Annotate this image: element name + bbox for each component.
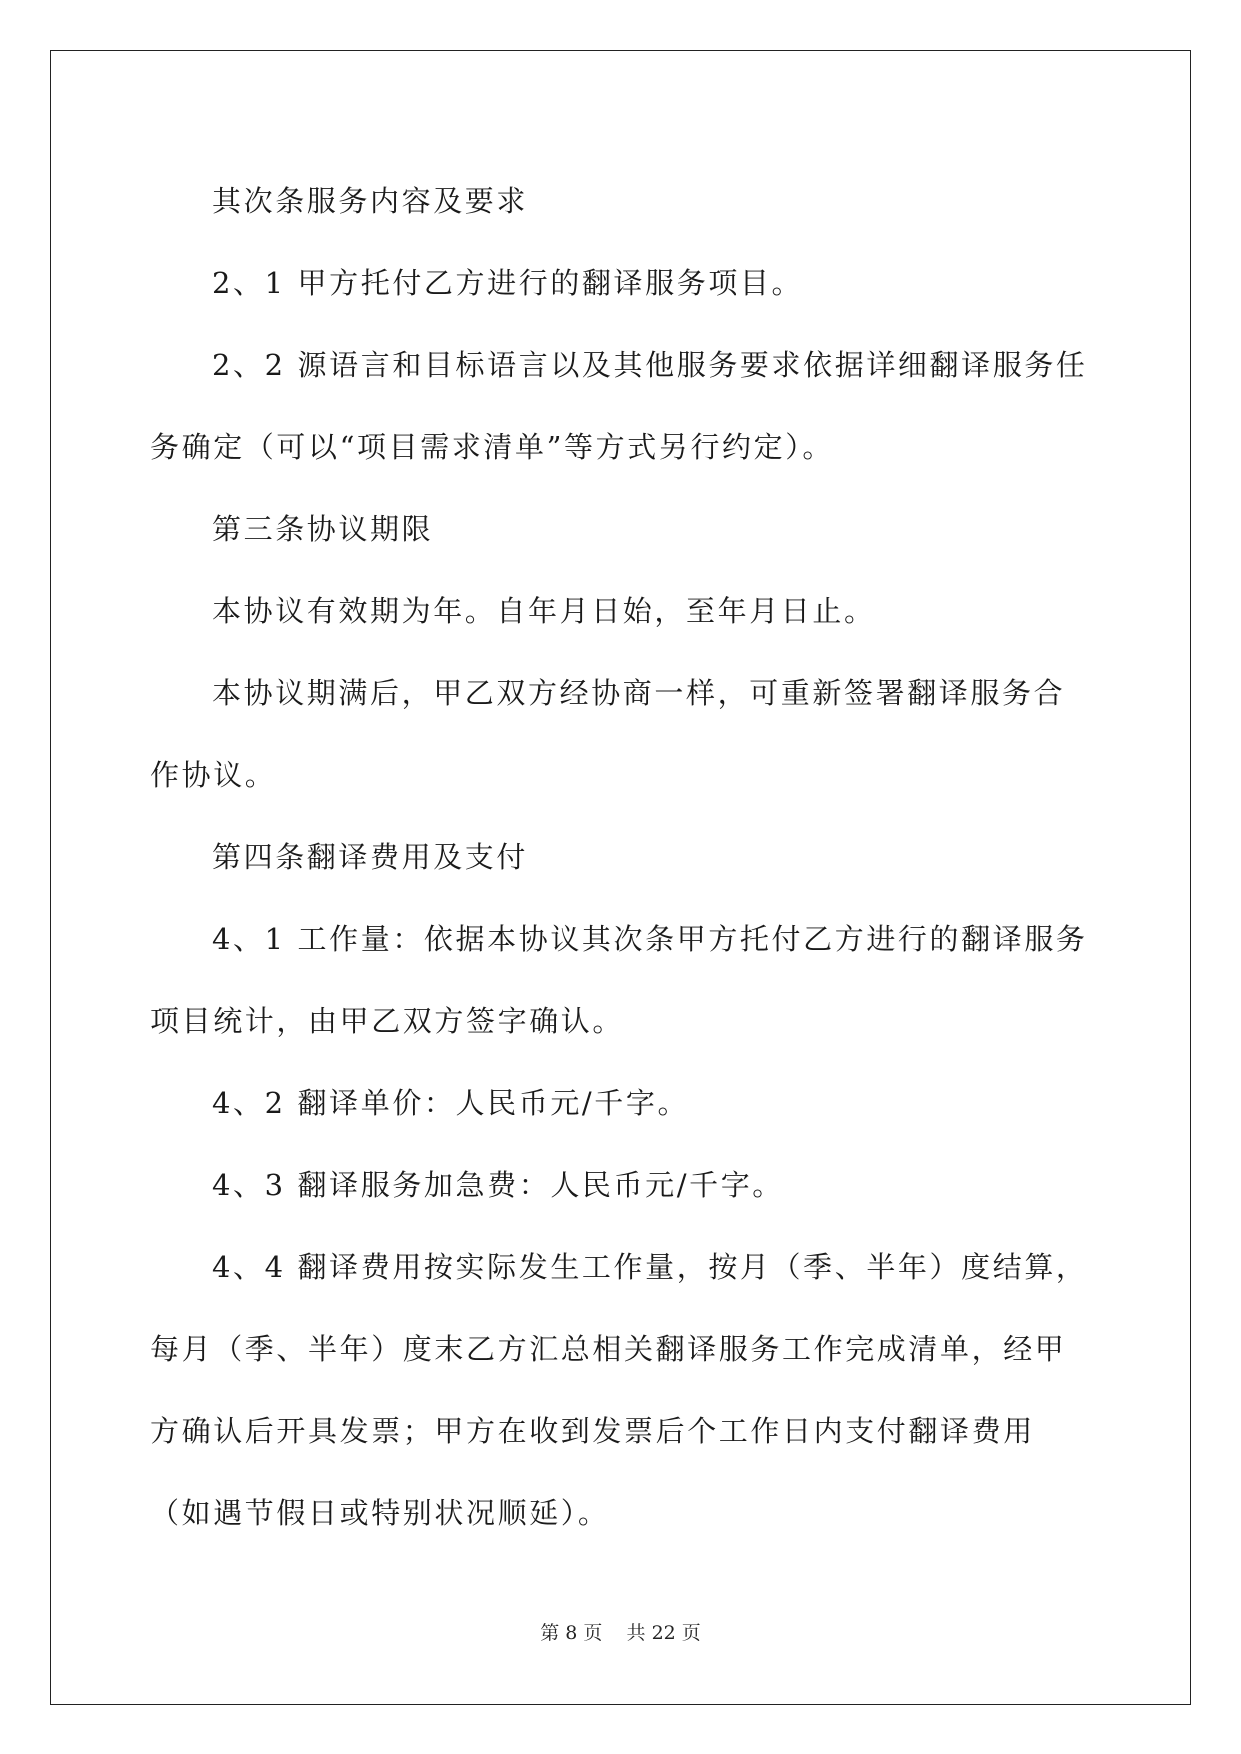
page-number: 第 8 页 <box>540 1622 603 1644</box>
paragraph-4-3: 4、3 翻译服务加急费：人民币元/千字。 <box>212 1168 784 1202</box>
paragraph-4-1: 4、1 工作量：依据本协议其次条甲方托付乙方进行的翻译服务项目统计，由甲乙双方签字确认。 <box>150 922 1088 1038</box>
page-total: 共 22 页 <box>626 1622 701 1644</box>
paragraph-article-3-heading: 第三条协议期限 <box>212 512 434 546</box>
paragraph-4-4: 4、4 翻译费用按实际发生工作量，按月（季、半年）度结算，每月（季、半年）度末乙方汇总相关翻译服务工作完成清单，经甲方确认后开具发票；甲方在收到发票后个工作日内支付翻译费用（如遇节假日或特别状况顺延）。 <box>150 1250 1088 1530</box>
paragraph-renewal: 本协议期满后，甲乙双方经协商一样，可重新签署翻译服务合作协议。 <box>150 676 1066 792</box>
document-body <box>150 160 1090 1554</box>
paragraph-validity: 本协议有效期为年。自年月日始，至年月日止。 <box>212 594 876 628</box>
paragraph-article-4-heading: 第四条翻译费用及支付 <box>212 840 529 874</box>
paragraph-2-1: 2、1 甲方托付乙方进行的翻译服务项目。 <box>212 266 804 300</box>
page-footer <box>0 1618 1241 1645</box>
paragraph-article-2-heading: 其次条服务内容及要求 <box>212 184 529 218</box>
paragraph-2-2: 2、2 源语言和目标语言以及其他服务要求依据详细翻译服务任务确定（可以“项目需求清单”等方式另行约定）。 <box>150 348 1088 464</box>
paragraph-4-2: 4、2 翻译单价：人民币元/千字。 <box>212 1086 690 1120</box>
